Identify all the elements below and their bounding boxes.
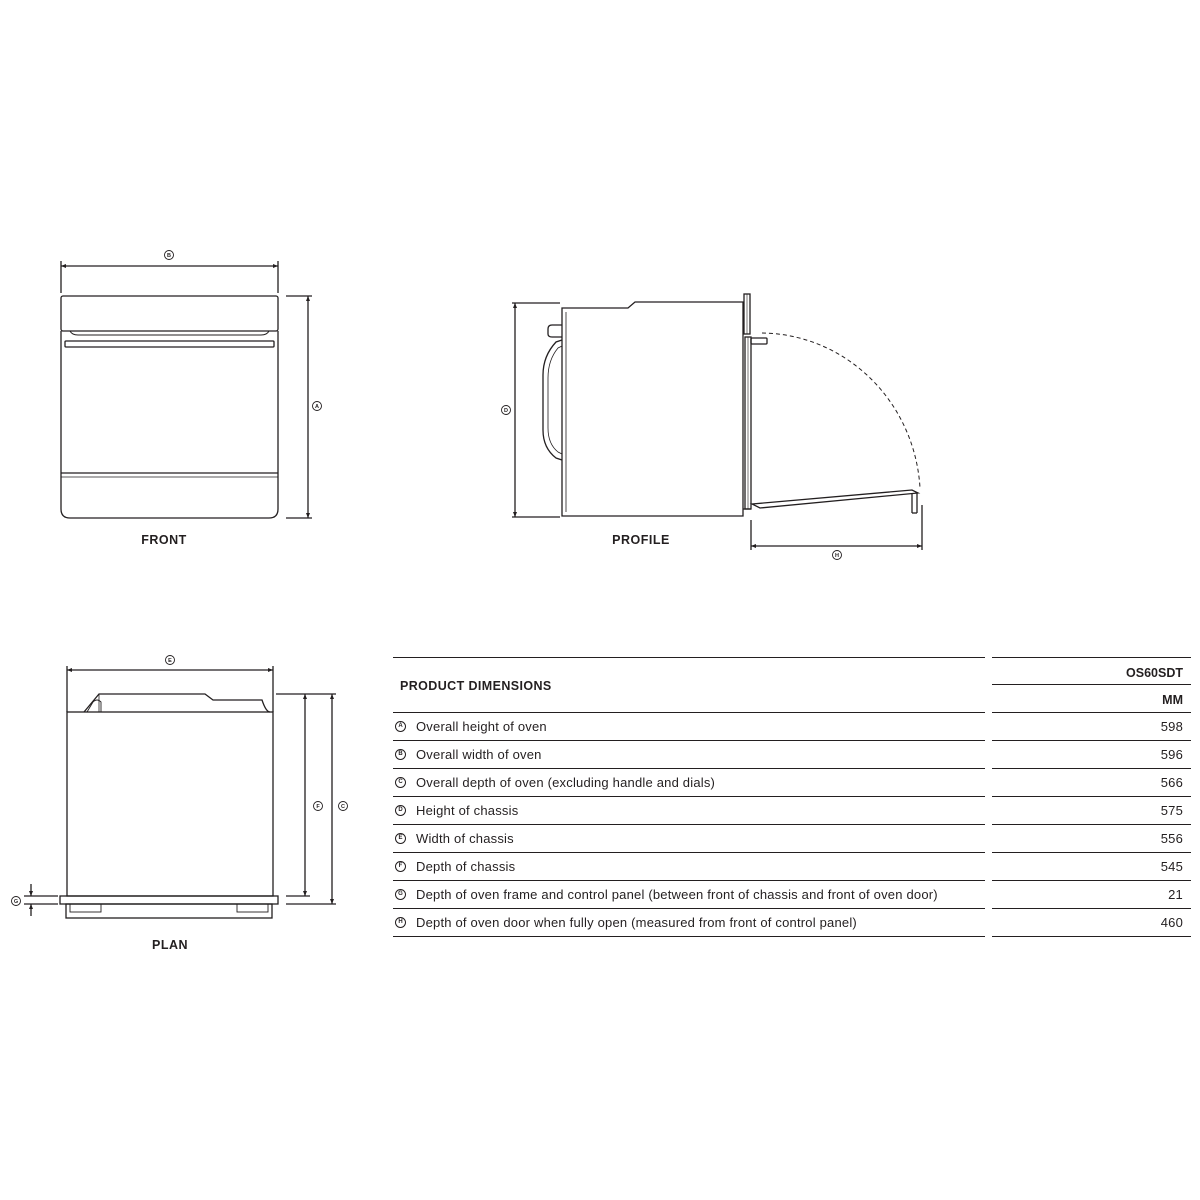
row-value: 596 (1160, 747, 1183, 762)
model-header: OS60SDT (1126, 666, 1183, 680)
row-value: 598 (1160, 719, 1183, 734)
table-row (393, 853, 1191, 881)
marker-f: F (316, 804, 320, 811)
table-title: PRODUCT DIMENSIONS (400, 679, 552, 693)
plan-view (12, 656, 348, 919)
table-row (393, 797, 1191, 825)
row-marker: B (395, 749, 406, 760)
row-marker: D (395, 805, 406, 816)
marker-d: D (504, 408, 508, 415)
row-marker: G (395, 889, 406, 900)
row-marker: H (395, 917, 406, 928)
marker-c: C (341, 804, 345, 811)
row-value: 566 (1160, 775, 1183, 790)
marker-h: H (835, 553, 839, 560)
row-label: Overall depth of oven (excluding handle and dials) (416, 775, 716, 790)
marker-b: B (167, 253, 171, 260)
row-label: Overall height of oven (416, 719, 547, 734)
table-top-rule-right (992, 657, 1191, 658)
row-label: Overall width of oven (416, 747, 542, 762)
row-value: 21 (1168, 887, 1183, 902)
table-row (393, 741, 1191, 769)
front-view-label: FRONT (141, 533, 187, 547)
row-label: Depth of chassis (416, 859, 516, 874)
table-top-rule (393, 657, 985, 658)
row-label: Depth of oven door when fully open (measured from front of control panel) (416, 915, 857, 930)
plan-view-label: PLAN (151, 938, 189, 952)
table-row (393, 825, 1191, 853)
row-label: Depth of oven frame and control panel (between front of chassis and front of oven door) (416, 887, 938, 902)
unit-header: MM (1162, 693, 1183, 707)
table-row (393, 881, 1191, 909)
table-row (393, 713, 1191, 741)
marker-a: A (315, 404, 319, 411)
profile-view (502, 294, 923, 560)
table-row (393, 769, 1191, 797)
marker-e: E (168, 658, 172, 665)
row-value: 575 (1160, 803, 1183, 818)
row-value: 545 (1160, 859, 1183, 874)
model-divider (992, 684, 1191, 685)
table-row (393, 909, 1191, 937)
profile-view-label: PROFILE (612, 533, 670, 547)
row-marker: F (395, 861, 406, 872)
marker-g: G (13, 899, 19, 906)
front-view (61, 251, 322, 519)
row-value: 460 (1160, 915, 1183, 930)
row-marker: A (395, 721, 406, 732)
row-value: 556 (1160, 831, 1183, 846)
row-label: Height of chassis (416, 803, 519, 818)
row-marker: E (395, 833, 406, 844)
row-label: Width of chassis (416, 831, 514, 846)
row-marker: C (395, 777, 406, 788)
